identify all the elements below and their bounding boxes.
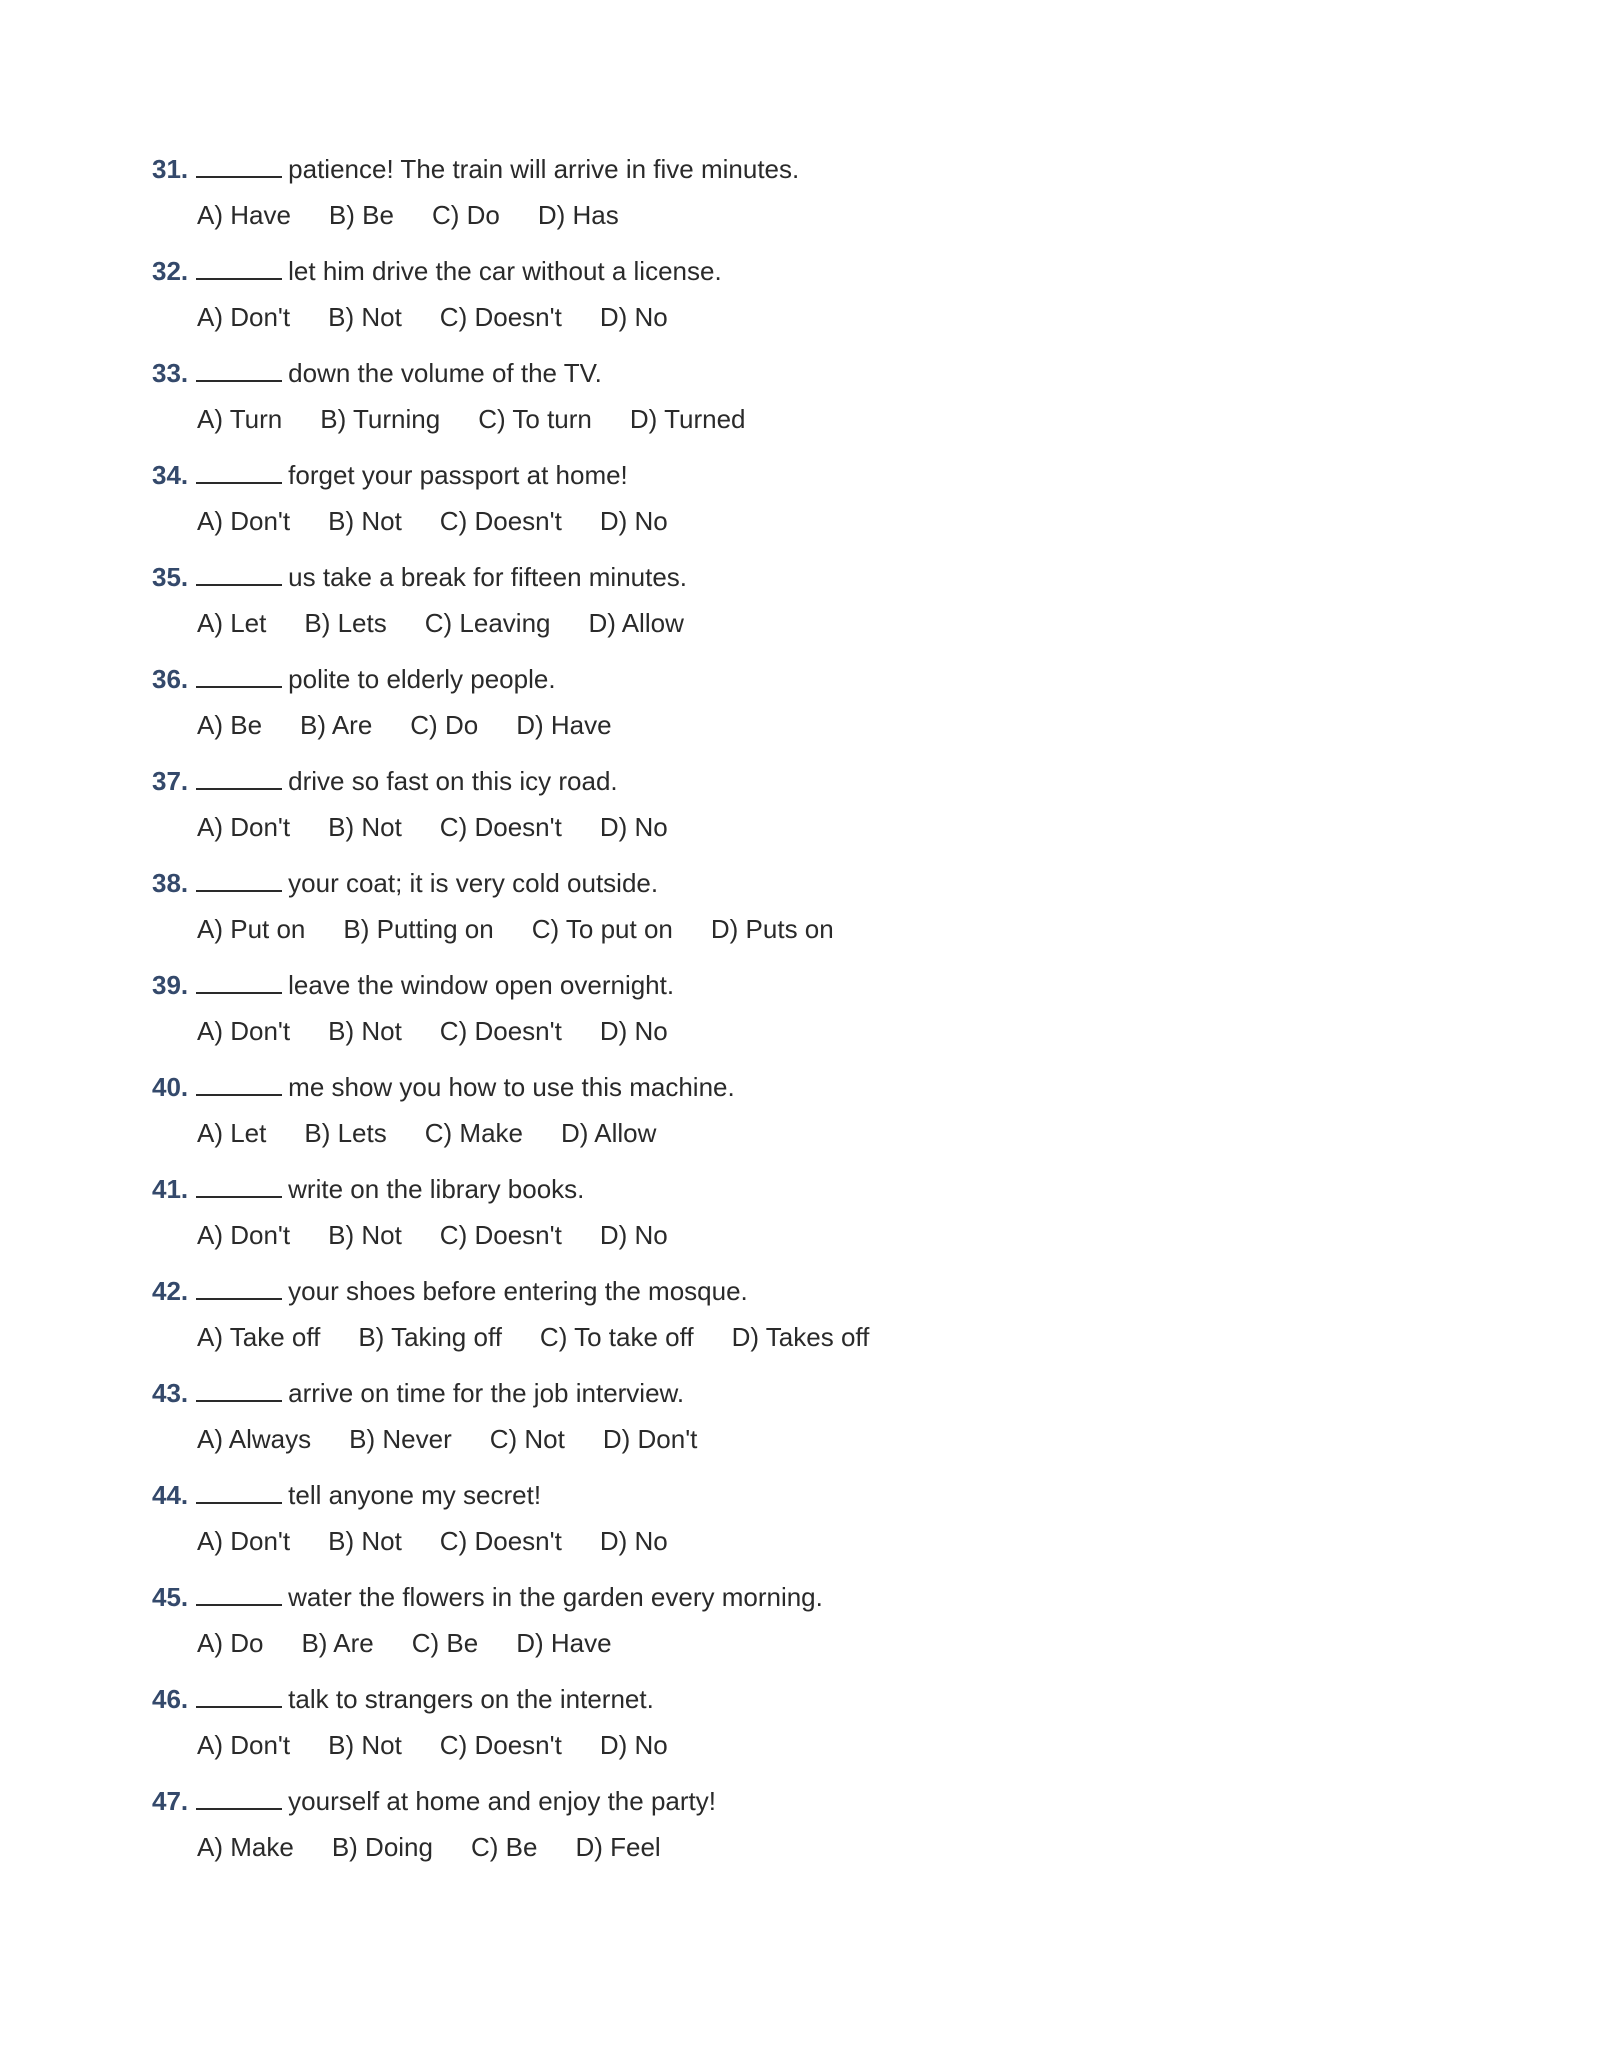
- question-number: 33.: [152, 358, 189, 388]
- question-number: 37.: [152, 766, 189, 796]
- question-number: 42.: [152, 1276, 189, 1306]
- answer-options: [152, 192, 1452, 238]
- answer-options: [152, 906, 1452, 952]
- question-item: [152, 452, 1452, 554]
- question-number: 41.: [152, 1174, 189, 1204]
- question-text: water the flowers in the garden every morning.: [288, 1582, 823, 1612]
- answer-blank: [196, 1176, 282, 1198]
- question-item: [152, 1166, 1452, 1268]
- answer-blank: [196, 1278, 282, 1300]
- question-text: us take a break for fifteen minutes.: [288, 562, 688, 592]
- answer-option: D) No: [599, 812, 668, 842]
- question-item: [152, 656, 1452, 758]
- question-text: talk to strangers on the internet.: [288, 1684, 654, 1714]
- answer-option: D) No: [599, 1730, 668, 1760]
- answer-blank: [196, 1788, 282, 1810]
- answer-option: A) Make: [197, 1832, 294, 1862]
- answer-option: C) Doesn't: [439, 812, 562, 842]
- answer-option: A) Don't: [197, 1016, 291, 1046]
- question-item: [152, 350, 1452, 452]
- answer-option: D) No: [599, 1016, 668, 1046]
- question-text: your shoes before entering the mosque.: [288, 1276, 748, 1306]
- answer-blank: [196, 768, 282, 790]
- question-line: [152, 758, 1452, 804]
- answer-options: [152, 1824, 1452, 1870]
- answer-blank: [196, 360, 282, 382]
- answer-option: B) Not: [328, 1526, 402, 1556]
- question-line: [152, 1472, 1452, 1518]
- answer-option: A) Turn: [197, 404, 283, 434]
- answer-option: D) Has: [537, 200, 619, 230]
- question-text: your coat; it is very cold outside.: [288, 868, 659, 898]
- answer-option: C) Doesn't: [439, 302, 562, 332]
- answer-option: C) Make: [424, 1118, 523, 1148]
- question-number: 31.: [152, 154, 189, 184]
- answer-option: A) Let: [197, 608, 267, 638]
- answer-option: A) Don't: [197, 1526, 291, 1556]
- answer-blank: [196, 1482, 282, 1504]
- answer-option: D) No: [599, 1220, 668, 1250]
- question-text: polite to elderly people.: [288, 664, 556, 694]
- answer-options: [152, 1212, 1452, 1258]
- question-number: 46.: [152, 1684, 189, 1714]
- question-item: [152, 1676, 1452, 1778]
- answer-option: C) Be: [411, 1628, 479, 1658]
- answer-blank: [196, 1380, 282, 1402]
- answer-option: C) Doesn't: [439, 1730, 562, 1760]
- question-number: 39.: [152, 970, 189, 1000]
- answer-option: B) Be: [328, 200, 394, 230]
- answer-options: [152, 1518, 1452, 1564]
- question-number: 32.: [152, 256, 189, 286]
- answer-option: D) Takes off: [731, 1322, 870, 1352]
- question-text: me show you how to use this machine.: [288, 1072, 735, 1102]
- answer-option: C) To put on: [531, 914, 673, 944]
- answer-option: B) Turning: [320, 404, 441, 434]
- answer-option: B) Not: [328, 1220, 402, 1250]
- answer-option: B) Not: [328, 302, 402, 332]
- answer-blank: [196, 1686, 282, 1708]
- answer-option: D) Have: [516, 1628, 612, 1658]
- question-list: [152, 146, 1452, 1880]
- question-line: [152, 1064, 1452, 1110]
- answer-option: C) Do: [431, 200, 500, 230]
- answer-option: D) Have: [516, 710, 612, 740]
- answer-option: A) Take off: [197, 1322, 321, 1352]
- answer-option: C) Doesn't: [439, 1220, 562, 1250]
- question-line: [152, 146, 1452, 192]
- answer-options: [152, 702, 1452, 748]
- question-text: yourself at home and enjoy the party!: [288, 1786, 716, 1816]
- question-number: 34.: [152, 460, 189, 490]
- question-text: write on the library books.: [288, 1174, 585, 1204]
- answer-option: D) Allow: [588, 608, 684, 638]
- answer-option: B) Not: [328, 1016, 402, 1046]
- answer-option: A) Let: [197, 1118, 267, 1148]
- answer-option: D) Feel: [575, 1832, 661, 1862]
- answer-blank: [196, 972, 282, 994]
- question-line: [152, 1676, 1452, 1722]
- answer-blank: [196, 1584, 282, 1606]
- answer-option: B) Not: [328, 812, 402, 842]
- answer-option: D) Don't: [602, 1424, 698, 1454]
- answer-option: C) Not: [489, 1424, 565, 1454]
- question-line: [152, 554, 1452, 600]
- answer-option: A) Put on: [197, 914, 306, 944]
- answer-option: D) Allow: [561, 1118, 657, 1148]
- question-item: [152, 758, 1452, 860]
- answer-option: B) Lets: [304, 1118, 387, 1148]
- answer-option: D) Puts on: [710, 914, 834, 944]
- question-text: drive so fast on this icy road.: [288, 766, 618, 796]
- answer-option: D) Turned: [629, 404, 746, 434]
- answer-option: B) Not: [328, 1730, 402, 1760]
- answer-option: A) Don't: [197, 812, 291, 842]
- answer-option: B) Are: [300, 710, 373, 740]
- answer-option: C) Doesn't: [439, 1526, 562, 1556]
- question-text: let him drive the car without a license.: [288, 256, 722, 286]
- question-item: [152, 1370, 1452, 1472]
- answer-option: A) Don't: [197, 1220, 291, 1250]
- answer-option: B) Are: [301, 1628, 374, 1658]
- answer-option: C) Do: [410, 710, 479, 740]
- answer-options: [152, 1722, 1452, 1768]
- question-line: [152, 1370, 1452, 1416]
- answer-option: C) Be: [470, 1832, 538, 1862]
- question-line: [152, 1778, 1452, 1824]
- answer-option: A) Don't: [197, 1730, 291, 1760]
- answer-option: B) Not: [328, 506, 402, 536]
- answer-options: [152, 1416, 1452, 1462]
- answer-option: A) Have: [197, 200, 291, 230]
- question-item: [152, 1064, 1452, 1166]
- question-text: tell anyone my secret!: [288, 1480, 542, 1510]
- answer-option: A) Don't: [197, 302, 291, 332]
- question-item: [152, 146, 1452, 248]
- answer-options: [152, 396, 1452, 442]
- question-item: [152, 962, 1452, 1064]
- question-number: 44.: [152, 1480, 189, 1510]
- question-item: [152, 1472, 1452, 1574]
- answer-option: D) No: [599, 1526, 668, 1556]
- answer-option: A) Be: [197, 710, 263, 740]
- answer-blank: [196, 462, 282, 484]
- answer-options: [152, 1110, 1452, 1156]
- answer-options: [152, 1620, 1452, 1666]
- answer-options: [152, 1008, 1452, 1054]
- answer-options: [152, 600, 1452, 646]
- question-text: forget your passport at home!: [288, 460, 628, 490]
- answer-blank: [196, 156, 282, 178]
- question-number: 35.: [152, 562, 189, 592]
- answer-option: B) Lets: [304, 608, 387, 638]
- question-line: [152, 860, 1452, 906]
- question-number: 36.: [152, 664, 189, 694]
- answer-option: D) No: [599, 302, 668, 332]
- question-line: [152, 1268, 1452, 1314]
- answer-option: A) Don't: [197, 506, 291, 536]
- answer-option: C) Leaving: [424, 608, 551, 638]
- answer-option: C) Doesn't: [439, 1016, 562, 1046]
- question-text: down the volume of the TV.: [288, 358, 602, 388]
- answer-blank: [196, 666, 282, 688]
- question-number: 43.: [152, 1378, 189, 1408]
- question-text: arrive on time for the job interview.: [288, 1378, 685, 1408]
- question-item: [152, 554, 1452, 656]
- answer-option: A) Always: [197, 1424, 312, 1454]
- question-line: [152, 962, 1452, 1008]
- answer-option: C) To take off: [539, 1322, 694, 1352]
- question-number: 38.: [152, 868, 189, 898]
- question-item: [152, 248, 1452, 350]
- answer-option: B) Never: [349, 1424, 452, 1454]
- answer-option: B) Doing: [331, 1832, 433, 1862]
- question-number: 45.: [152, 1582, 189, 1612]
- answer-option: B) Taking off: [358, 1322, 502, 1352]
- question-line: [152, 1574, 1452, 1620]
- question-item: [152, 1778, 1452, 1880]
- answer-option: A) Do: [197, 1628, 264, 1658]
- question-line: [152, 1166, 1452, 1212]
- answer-option: C) To turn: [478, 404, 592, 434]
- question-text: patience! The train will arrive in five minutes.: [288, 154, 800, 184]
- answer-blank: [196, 870, 282, 892]
- question-item: [152, 1574, 1452, 1676]
- question-line: [152, 452, 1452, 498]
- answer-blank: [196, 564, 282, 586]
- answer-blank: [196, 258, 282, 280]
- question-line: [152, 656, 1452, 702]
- answer-options: [152, 498, 1452, 544]
- answer-options: [152, 1314, 1452, 1360]
- question-text: leave the window open overnight.: [288, 970, 675, 1000]
- answer-options: [152, 804, 1452, 850]
- question-number: 47.: [152, 1786, 189, 1816]
- answer-option: D) No: [599, 506, 668, 536]
- answer-option: C) Doesn't: [439, 506, 562, 536]
- question-item: [152, 860, 1452, 962]
- answer-option: B) Putting on: [343, 914, 494, 944]
- question-item: [152, 1268, 1452, 1370]
- question-line: [152, 350, 1452, 396]
- question-number: 40.: [152, 1072, 189, 1102]
- question-line: [152, 248, 1452, 294]
- answer-blank: [196, 1074, 282, 1096]
- answer-options: [152, 294, 1452, 340]
